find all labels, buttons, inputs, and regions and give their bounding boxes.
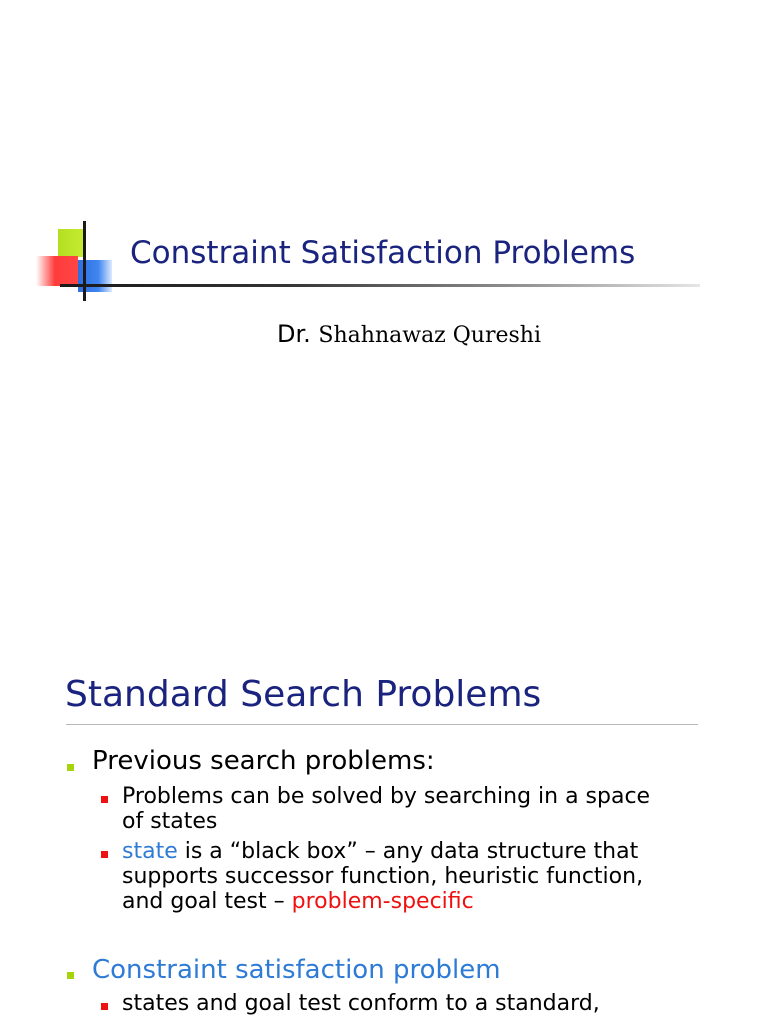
bullet-marker-level1 [67,972,74,979]
slide-heading: Standard Search Problems [65,674,542,715]
bullet-marker-level1 [67,764,74,771]
heading-divider [66,724,698,725]
slide-title: Constraint Satisfaction Problems [130,235,636,271]
bullet-level2 [122,784,650,834]
bullet-marker-level2 [101,1003,108,1010]
bullet-line [122,839,643,864]
bullet-level2 [122,839,643,914]
title-underline [60,284,700,287]
author-name: Shahnawaz Qureshi [318,323,541,348]
green-square-decoration [58,229,86,257]
author-line [277,320,541,348]
vertical-accent-line [83,221,86,301]
bullet-level1: Previous search problems: [92,746,435,776]
bullet-line [122,889,643,914]
red-square-decoration [36,256,78,286]
bullet-text: and goal test – [122,889,292,914]
bullet-level2: states and goal test conform to a standard, [122,991,600,1016]
bullet-line: supports successor function, heuristic function, [122,864,644,889]
highlight-problem-specific: problem-specific [291,889,474,914]
bullet-marker-level2 [101,796,108,803]
bullet-marker-level2 [101,851,108,858]
author-prefix: Dr. [277,320,311,348]
bullet-text: is a “black box” – any data structure that [177,839,639,864]
bullet-line: Problems can be solved by searching in a space [122,784,651,809]
bullet-line: of states [122,809,218,834]
bullet-level1: Constraint satisfaction problem [92,955,501,985]
keyword-state: state [122,839,178,864]
